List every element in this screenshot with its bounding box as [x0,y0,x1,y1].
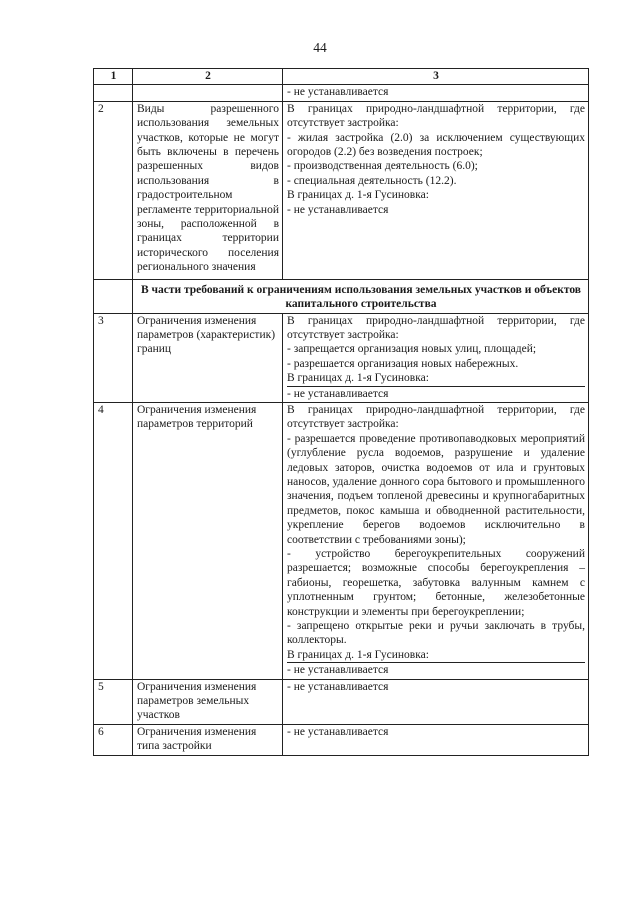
regulations-table [93,68,589,756]
row3-line-4: В границах д. 1-я Гусиновка: [287,372,429,385]
row-title: Ограничения изменения параметров (характеристик) границ [133,313,283,402]
row-number: 6 [94,724,133,755]
continuation-value: - не устанавливается [283,85,589,101]
row-value [283,313,589,402]
row-value: - не устанавливается [283,679,589,724]
row3-line-2: - запрещается организация новых улиц, площадей; [287,343,537,356]
header-col-2: 2 [133,69,283,85]
row4-line-6: - не устанавливается [287,662,585,677]
row4-line-4: - запрещено открытые реки и ручьи заключать в трубы, коллекторы. [287,620,585,647]
row-title: Ограничения изменения параметров земельных участков [133,679,283,724]
row-value [283,402,589,679]
row2-line-4: - специальная деятельность (12.2). [287,174,457,187]
row4-line-2: - разрешается проведение противопаводковых мероприятий (углубление русла водоемов, разрушение и удаление ледовых заторов, очистка водоемов от ила и грунтовых наносов, удаление донного сора бытового и промышленного значения, подъем топленой древесины и крупногабаритных предметов, покос камыша и обводненной растительности, укрепление берегов водоемов исключительно в соответствии с требованиями зоны); [287,432,585,546]
row2-line-1: В границах природно-ландшафтной территории, где отсутствует застройка: [287,102,585,130]
table-row-4 [94,402,589,679]
row4-line-5: В границах д. 1-я Гусиновка: [287,648,429,661]
row4-line-1: В границах природно-ландшафтной территории, где отсутствует застройка: [287,403,585,431]
page-number: 44 [313,40,327,55]
row3-line-3: - разрешается организация новых набережных. [287,357,519,370]
row2-line-2: - жилая застройка (2.0) за исключением существующих огородов (2.2) без возведения построек; [287,131,585,159]
row-title: Ограничения изменения типа застройки [133,724,283,755]
section-title-row [94,279,589,313]
row-value: - не устанавливается [283,724,589,755]
section-title: В части требований к ограничениям использования земельных участков и объектов капитального строительства [133,279,589,313]
table-header-row [94,69,589,85]
row-number: 5 [94,679,133,724]
table-row-3 [94,313,589,402]
row3-line-1: В границах природно-ландшафтной территории, где отсутствует застройка: [287,314,585,341]
header-col-1: 1 [94,69,133,85]
row-number: 4 [94,402,133,679]
row2-line-3: - производственная деятельность (6.0); [287,160,478,173]
row-number: 3 [94,313,133,402]
row4-line-3: - устройство берегоукрепительных сооружений разрешается; возможные способы берегоукрепления – габионы, георешетка, забутовка валунным камнем с уплотненным грунтом; бетонные, железобетонные конструкции и элементы при берегоукреплении; [287,548,585,618]
row-value [283,101,589,279]
row2-line-6: - не устанавливается [287,203,389,216]
row2-line-5: В границах д. 1-я Гусиновка: [287,189,429,202]
row3-line-5: - не устанавливается [287,386,585,401]
table-row-continuation [94,85,589,101]
table-row-5 [94,679,589,724]
header-col-3: 3 [283,69,589,85]
row-title: Виды разрешенного использования земельных участков, которые не могут быть включены в перечень разрешенных видов использования в градостроительном регламенте территориальной зоны, расположенной в границах территории исторического поселения регионального значения [133,101,283,279]
table-row-6 [94,724,589,755]
row-title: Ограничения изменения параметров территорий [133,402,283,679]
table-row-2 [94,101,589,279]
row-number: 2 [94,101,133,279]
